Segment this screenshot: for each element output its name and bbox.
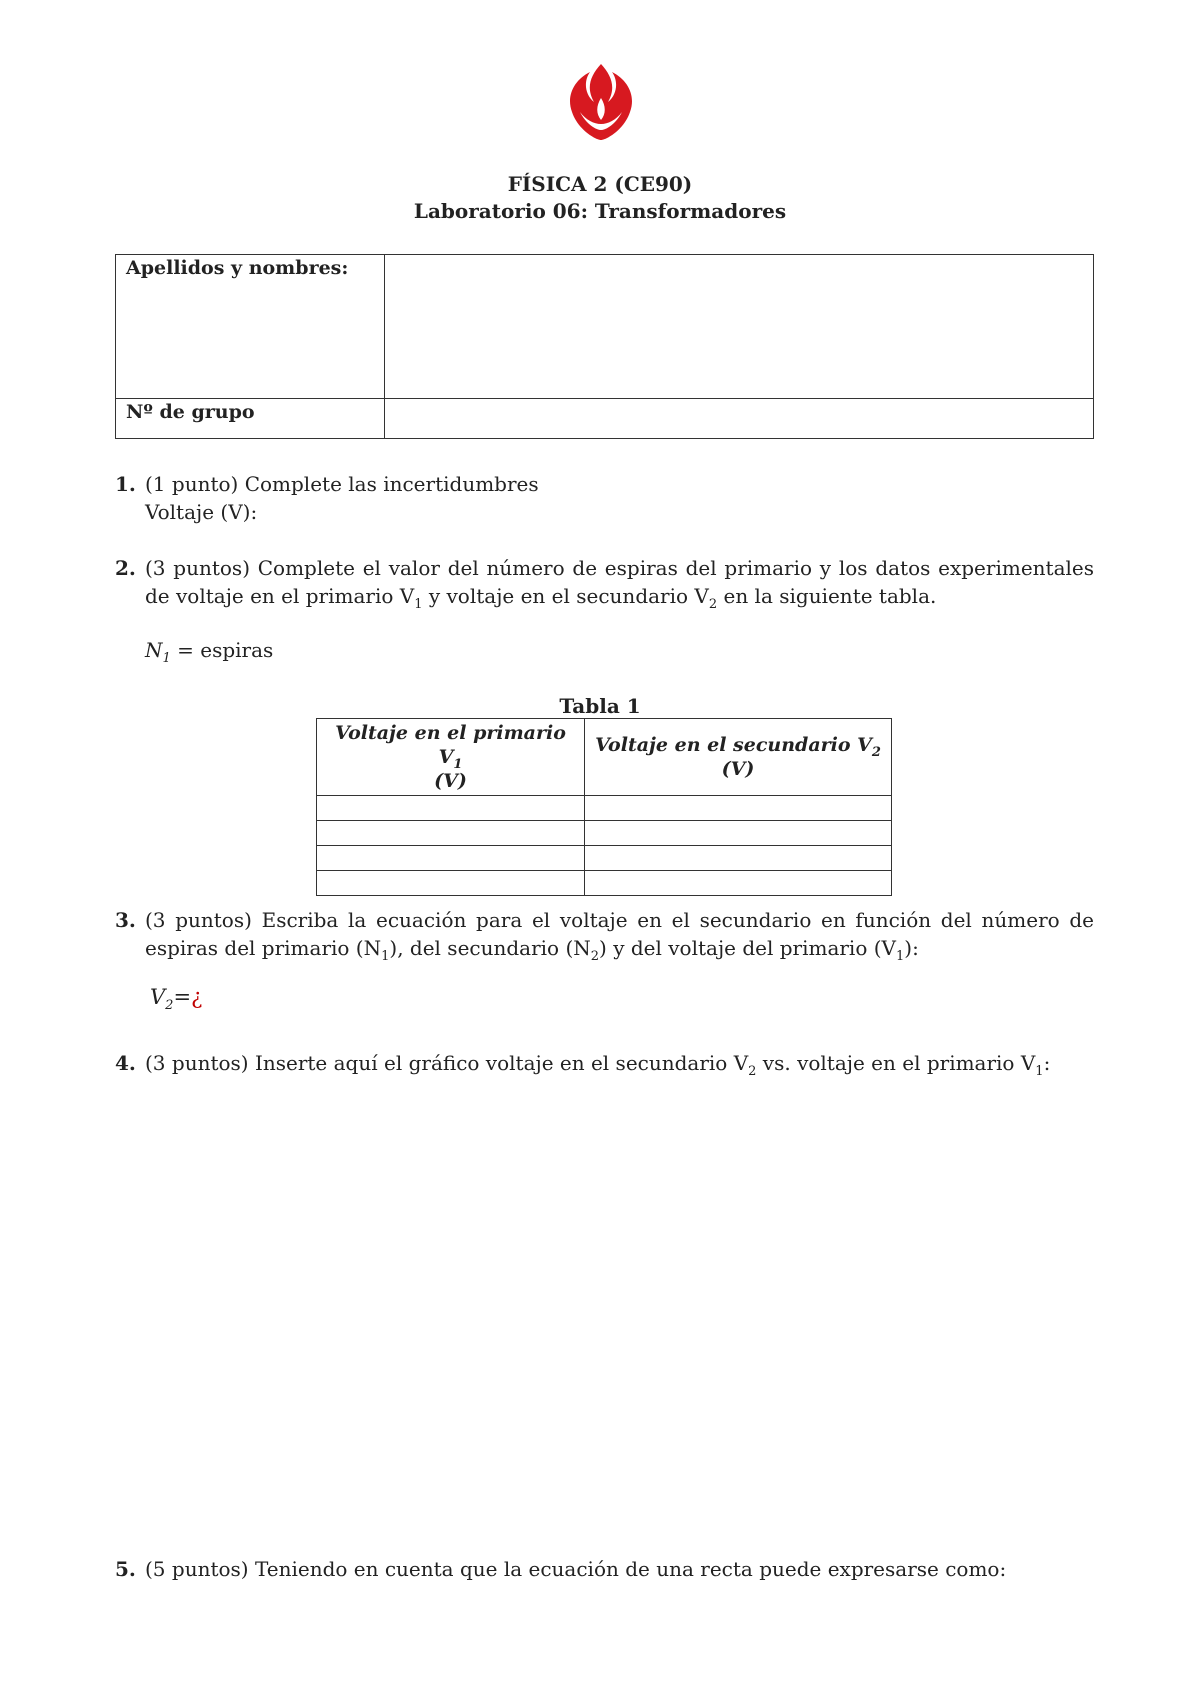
col-header-primary: Voltaje en el primario $V_1$ (V): [317, 719, 585, 796]
question-text: (1 punto) Complete las incertidumbres: [145, 472, 539, 496]
table-row: [317, 796, 892, 821]
table-caption: Tabla 1: [559, 694, 641, 718]
n1-line: $N_1$ = espiras: [145, 638, 274, 666]
question-text: (5 puntos) Teniendo en cuenta que la ecuación de una recta puede expresarse como:: [145, 1557, 1007, 1581]
question-1: [115, 470, 1094, 526]
student-info-table: [115, 254, 1094, 439]
voltage-uncertainty-line: Voltaje (V):: [145, 500, 258, 524]
group-label: Nº de grupo: [116, 399, 385, 439]
question-5: [115, 1555, 1094, 1583]
table-cell[interactable]: [317, 796, 585, 821]
question-text: (3 puntos) Inserte aquí el gráfico voltaje en el secundario $V_2$ vs. voltaje en el primario $V_1$:: [145, 1051, 1051, 1079]
table-row: [317, 821, 892, 846]
upc-logo: [560, 58, 642, 142]
question-number: 4.: [115, 1051, 136, 1075]
question-number: 3.: [115, 908, 136, 932]
lab-title: Laboratorio 06: Transformadores: [413, 199, 787, 223]
table-cell[interactable]: [585, 871, 892, 896]
question-text: (3 puntos) Escriba la ecuación para el voltaje en el secundario en función del número de espiras del primario $(N_1)$, del secundario $(N_2)$ y del voltaje del primario $(V_1)$:: [145, 908, 1094, 964]
table-cell[interactable]: [317, 871, 585, 896]
table-cell[interactable]: [317, 821, 585, 846]
group-field[interactable]: [385, 399, 1094, 439]
question-3: [115, 906, 1094, 962]
v2-equation[interactable]: $V_2=¿$: [150, 985, 203, 1014]
question-number: 1.: [115, 472, 136, 496]
course-title: FÍSICA 2 (CE90): [507, 172, 693, 196]
question-4: [115, 1049, 1094, 1077]
question-2: [115, 554, 1094, 610]
table-cell[interactable]: [585, 846, 892, 871]
col-header-secondary: Voltaje en el secundario $V_2$ (V): [585, 719, 892, 796]
name-label: Apellidos y nombres:: [116, 255, 385, 399]
equation-placeholder: ¿: [191, 985, 203, 1009]
table-cell[interactable]: [317, 846, 585, 871]
table-row: [317, 871, 892, 896]
name-field[interactable]: [385, 255, 1094, 399]
question-number: 5.: [115, 1557, 136, 1581]
table-cell[interactable]: [585, 796, 892, 821]
question-text: (3 puntos) Complete el valor del número de espiras del primario y los datos experimentales de voltaje en el primario $V_1$ y voltaje en el secundario $V_2$ en la siguiente tabla.: [145, 556, 1094, 612]
table-row: [317, 846, 892, 871]
question-number: 2.: [115, 556, 136, 580]
table-cell[interactable]: [585, 821, 892, 846]
voltage-table: [316, 718, 892, 896]
